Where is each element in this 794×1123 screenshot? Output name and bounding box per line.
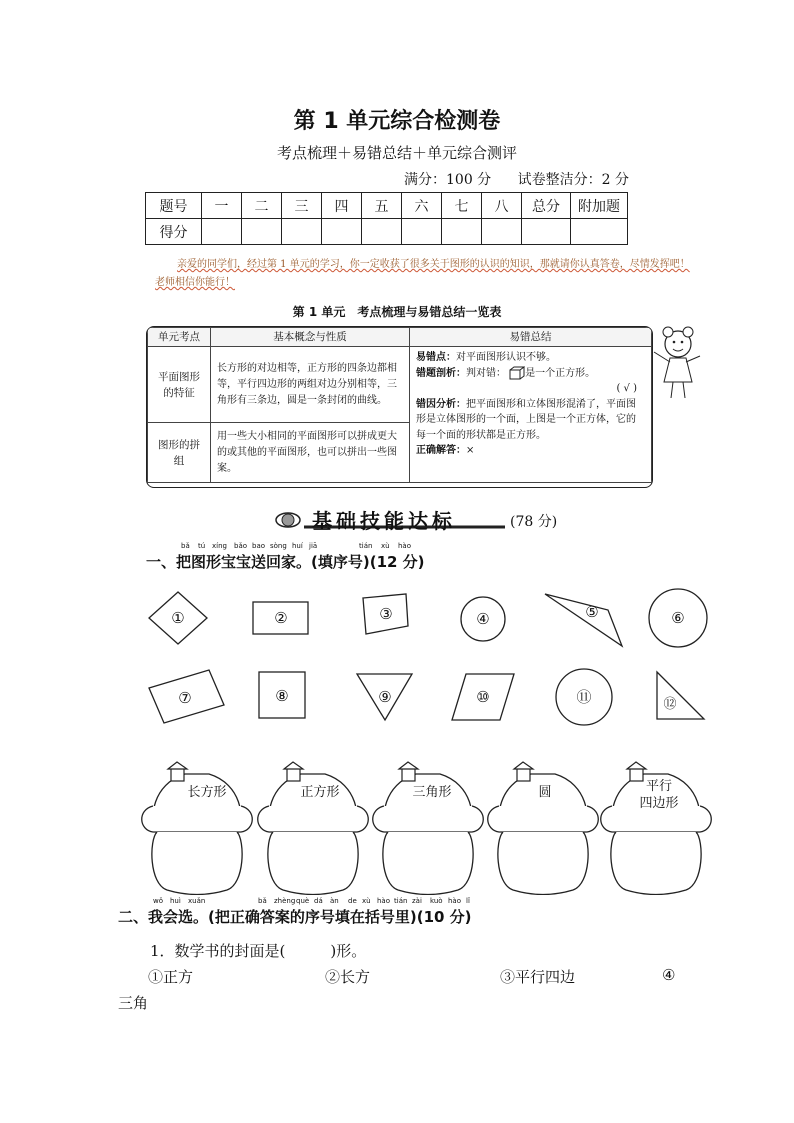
score-blank[interactable]: [362, 219, 402, 245]
summary-topic: 平面图形的特征: [148, 347, 211, 423]
shapes-area: [0, 580, 794, 730]
error-point-label: 易错点：: [416, 352, 456, 363]
shape-label: ⑧: [275, 687, 289, 705]
pinyin: bǎo: [234, 542, 248, 550]
section-score: (78 分): [510, 514, 558, 530]
house-label: 四边形: [639, 796, 679, 811]
cube-icon: [509, 366, 525, 380]
pinyin: xù: [362, 897, 371, 905]
table-cell: 总分: [522, 193, 571, 219]
intro-text: 亲爱的同学们，经过第 1 单元的学习，你一定收获了很多关于图形的认识的知识，那就请你认真答卷，尽情发挥吧！老师相信你能行！: [155, 259, 690, 288]
shape-label: ⑩: [476, 688, 490, 706]
pinyin: zhèng: [274, 897, 296, 905]
summary-concept: 长方形的对边相等，正方形的四条边都相等，平行四边形的两组对边分别相等，三角形有三条边，圆是一条封闭的曲线。: [211, 347, 410, 423]
pinyin: lǐ: [466, 897, 470, 905]
option-2[interactable]: ②长方: [325, 968, 371, 986]
cartoon-girl-icon: [648, 322, 706, 402]
pinyin: àn: [330, 897, 339, 905]
pinyin: de: [348, 897, 357, 905]
error-cause: 把平面图形和立体图形混淆了，平面图形是立体图形的一个面，上图是一个正方体，它的每一个面的形状都是正方形。: [416, 398, 636, 441]
option-3[interactable]: ③平行四边: [500, 968, 576, 986]
pinyin: huì: [170, 897, 181, 905]
summary-table: [146, 326, 653, 488]
house-label: 平行: [645, 779, 673, 794]
error-analysis-post: 是一个正方形。: [525, 367, 596, 379]
pinyin: tián: [359, 542, 373, 550]
summary-header: 易错总结: [410, 328, 652, 347]
score-table: [145, 192, 628, 245]
error-analysis-pre: 判对错：: [466, 367, 506, 379]
house-label: 三角形: [412, 785, 452, 800]
pinyin: huí: [292, 542, 303, 550]
score-blank[interactable]: [571, 219, 628, 245]
shape-label: ⑫: [663, 697, 677, 712]
pinyin: bǎ: [258, 897, 267, 905]
pinyin: sòng: [270, 542, 287, 550]
pinyin: kuò: [430, 897, 443, 905]
table-cell: 六: [402, 193, 442, 219]
shape-label: ④: [476, 610, 490, 628]
shape-label: ③: [379, 605, 393, 623]
score-blank[interactable]: [482, 219, 522, 245]
error-analysis-label: 错题剖析：: [416, 367, 466, 379]
option-1[interactable]: ①正方: [148, 968, 194, 986]
error-answer-label: 正确解答：: [416, 445, 466, 456]
pinyin: hào: [398, 542, 412, 550]
option-4[interactable]: ④: [662, 966, 676, 984]
table-cell: 二: [242, 193, 282, 219]
house-square: [258, 762, 369, 895]
score-blank[interactable]: [402, 219, 442, 245]
neat-score: 试卷整洁分：2 分: [517, 172, 629, 188]
table-cell: 题号: [146, 193, 202, 219]
page-title: 第 1 单元综合检测卷: [293, 109, 501, 134]
error-summary: [410, 347, 652, 483]
pinyin: bǎ: [181, 542, 190, 550]
table-cell: 七: [442, 193, 482, 219]
score-blank[interactable]: [522, 219, 571, 245]
house-circle: [488, 762, 599, 895]
summary-header: 单元考点: [148, 328, 211, 347]
score-table-header-row: [146, 193, 628, 219]
question-2: [118, 897, 472, 927]
table-cell: 附加题: [571, 193, 628, 219]
shape-label: ①: [171, 609, 185, 627]
table-cell: 一: [202, 193, 242, 219]
pinyin: xuǎn: [188, 897, 206, 905]
section-title: 基础技能达标: [312, 509, 456, 533]
table-cell: 五: [362, 193, 402, 219]
shape-label: ⑦: [178, 689, 192, 707]
summary-header: 基本概念与性质: [211, 328, 410, 347]
triangle-shape: [545, 594, 622, 646]
pinyin: jiā: [309, 542, 318, 550]
shape-label: ⑤: [585, 603, 599, 621]
question-1: [146, 542, 425, 572]
summary-concept: 用一些大小相同的平面图形可以拼成更大的或其他的平面图形，也可以拼出一些图案。: [211, 423, 410, 483]
full-score: 满分：100 分: [404, 172, 492, 188]
pinyin: bao: [252, 542, 266, 550]
summary-title: 第 1 单元 考点梳理与易错总结一览表: [292, 305, 502, 319]
house-label: 长方形: [187, 785, 227, 800]
score-blank[interactable]: [282, 219, 322, 245]
pinyin: tú: [198, 542, 206, 550]
score-blank[interactable]: [242, 219, 282, 245]
page-subtitle: 考点梳理＋易错总结＋单元综合测评: [276, 144, 517, 162]
house-label: 正方形: [300, 785, 340, 800]
shape-label: ⑨: [378, 688, 392, 706]
shape-label: ⑥: [671, 609, 685, 627]
score-info: [404, 169, 651, 189]
table-cell: 八: [482, 193, 522, 219]
houses-area: [0, 760, 794, 895]
question-2-item-1: 1．数学书的封面是( )形。: [150, 942, 367, 960]
shape-label: ②: [274, 609, 288, 627]
pinyin: tián: [394, 897, 408, 905]
pinyin: hào: [377, 897, 391, 905]
pinyin: xíng: [212, 542, 227, 550]
option-4-text-wrap: 三角: [118, 994, 149, 1012]
error-answer: ×: [466, 445, 475, 456]
shape-label: ⑪: [576, 688, 592, 706]
table-cell: 得分: [146, 219, 202, 245]
question-1-text: 一、把图形宝宝送回家。(填序号)(12 分): [146, 553, 425, 571]
table-cell: 三: [282, 193, 322, 219]
score-blank[interactable]: [442, 219, 482, 245]
pinyin: dá: [314, 897, 323, 905]
house-label: 圆: [538, 785, 552, 800]
pinyin: wǒ: [153, 897, 164, 905]
error-mark: ( √ ): [616, 383, 637, 394]
summary-topic: 图形的拼组: [148, 423, 211, 483]
question-2-text: 二、我会选。(把正确答案的序号填在括号里)(10 分): [118, 908, 472, 926]
error-point: 对平面图形认识不够。: [456, 352, 556, 363]
score-blank[interactable]: [322, 219, 362, 245]
pinyin: què: [296, 897, 310, 905]
error-cause-label: 错因分析：: [416, 398, 466, 410]
score-table-row: [146, 219, 628, 245]
pinyin: zài: [412, 897, 422, 905]
table-cell: 四: [322, 193, 362, 219]
house-rectangle: [142, 762, 253, 895]
pinyin: xù: [381, 542, 390, 550]
score-blank[interactable]: [202, 219, 242, 245]
house-triangle: [373, 762, 484, 895]
pinyin: hào: [448, 897, 462, 905]
